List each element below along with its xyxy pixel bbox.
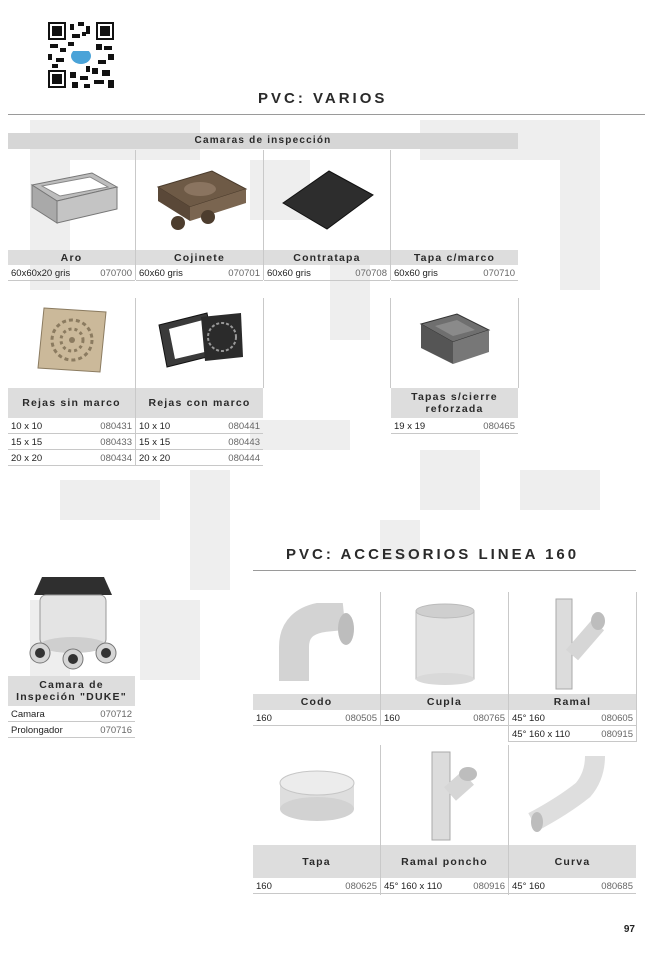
row-code: 080441 — [228, 420, 260, 432]
row-code: 070700 — [100, 267, 132, 279]
table-row — [8, 435, 135, 450]
row-desc: 15 x 15 — [11, 436, 43, 448]
label-line: Tapas s/cierre — [411, 391, 498, 403]
row-desc: Prolongador — [11, 724, 63, 736]
row-desc: 20 x 20 — [139, 452, 171, 464]
table-row — [8, 451, 135, 466]
label-cojinete: Cojinete — [136, 250, 263, 265]
label-tapa-marco: Tapa c/marco — [391, 250, 518, 265]
row-code: 070716 — [100, 724, 132, 736]
table-row — [391, 419, 518, 434]
product-image-tapa — [253, 745, 380, 845]
label-line: Inspeción "DUKE" — [16, 691, 127, 703]
table-row — [136, 435, 263, 450]
table-row — [8, 266, 135, 281]
table-row — [509, 727, 636, 742]
row-desc: 160 — [384, 712, 400, 724]
row-code: 070701 — [228, 267, 260, 279]
table-row — [381, 711, 508, 726]
product-image-duke — [8, 570, 135, 676]
row-code: 080434 — [100, 452, 132, 464]
product-image-tapa-marco — [391, 150, 518, 250]
row-desc: 45° 160 — [512, 712, 545, 724]
table-row — [8, 419, 135, 434]
row-desc: 45° 160 x 110 — [512, 728, 571, 740]
label-codo: Codo — [253, 694, 380, 710]
row-desc: 10 x 10 — [11, 420, 43, 432]
product-image-curva — [509, 745, 636, 845]
table-row — [253, 711, 380, 726]
label-cupla: Cupla — [381, 694, 508, 710]
row-desc: 160 — [256, 880, 272, 892]
label-tapas-cierre — [391, 388, 518, 418]
product-image-cupla — [381, 592, 508, 694]
section-title-accesorios: PVC: ACCESORIOS LINEA 160 — [286, 546, 580, 563]
row-code: 080625 — [345, 880, 377, 892]
row-desc: 60x60 gris — [139, 267, 183, 279]
product-image-ramal — [509, 592, 636, 694]
section-bar-camaras: Camaras de inspección — [8, 133, 518, 149]
row-code: 070712 — [100, 708, 132, 720]
row-code: 080765 — [473, 712, 505, 724]
row-desc: 60x60 gris — [394, 267, 438, 279]
label-ramal-poncho: Ramal poncho — [381, 845, 508, 878]
table-row — [509, 879, 636, 894]
row-desc: 160 — [256, 712, 272, 724]
product-image-tapas-cierre — [391, 298, 518, 382]
table-row — [8, 707, 135, 722]
col-divider — [390, 298, 391, 388]
label-curva: Curva — [509, 845, 636, 878]
row-desc: 20 x 20 — [11, 452, 43, 464]
label-duke — [8, 676, 135, 706]
label-tapa: Tapa — [253, 845, 380, 878]
row-code: 080505 — [345, 712, 377, 724]
product-image-cojinete — [136, 150, 263, 250]
row-desc: Camara — [11, 708, 45, 720]
table-row — [253, 879, 380, 894]
label-rejas-con-marco: Rejas con marco — [136, 388, 263, 418]
row-desc: 10 x 10 — [139, 420, 171, 432]
label-line: reforzada — [425, 403, 484, 415]
row-code: 080443 — [228, 436, 260, 448]
row-desc: 45° 160 x 110 — [384, 880, 443, 892]
row-desc: 60x60x20 gris — [11, 267, 71, 279]
qr-code — [48, 22, 114, 88]
row-code: 080605 — [601, 712, 633, 724]
row-code: 080444 — [228, 452, 260, 464]
product-image-contratapa — [264, 150, 390, 250]
product-image-codo — [253, 592, 380, 694]
table-row — [136, 451, 263, 466]
table-row — [391, 266, 518, 281]
product-image-rejas-con-marco — [136, 298, 263, 382]
product-image-rejas-sin-marco — [8, 298, 135, 382]
row-code: 080433 — [100, 436, 132, 448]
row-code: 070710 — [483, 267, 515, 279]
page-number: 97 — [623, 924, 635, 935]
row-desc: 60x60 gris — [267, 267, 311, 279]
product-image-aro — [8, 150, 135, 250]
label-contratapa: Contratapa — [264, 250, 390, 265]
col-divider — [636, 592, 637, 742]
col-divider — [518, 298, 519, 388]
row-code: 080465 — [483, 420, 515, 432]
row-desc: 15 x 15 — [139, 436, 171, 448]
row-code: 070708 — [355, 267, 387, 279]
table-row — [264, 266, 390, 281]
row-desc: 45° 160 — [512, 880, 545, 892]
table-row — [509, 711, 636, 726]
label-aro: Aro — [8, 250, 135, 265]
col-divider — [263, 298, 264, 388]
table-row — [136, 419, 263, 434]
title-rule — [8, 114, 645, 115]
product-image-ramal-poncho — [381, 745, 508, 845]
label-rejas-sin-marco: Rejas sin marco — [8, 388, 135, 418]
table-row — [136, 266, 263, 281]
table-row — [8, 723, 135, 738]
label-line: Camara de — [39, 679, 104, 691]
row-desc: 19 x 19 — [394, 420, 426, 432]
row-code: 080685 — [601, 880, 633, 892]
table-row — [381, 879, 508, 894]
section-rule — [253, 570, 636, 571]
row-code: 080915 — [601, 728, 633, 740]
row-code: 080431 — [100, 420, 132, 432]
row-code: 080916 — [473, 880, 505, 892]
label-ramal: Ramal — [509, 694, 636, 710]
page-title: PVC: VARIOS — [258, 90, 388, 107]
